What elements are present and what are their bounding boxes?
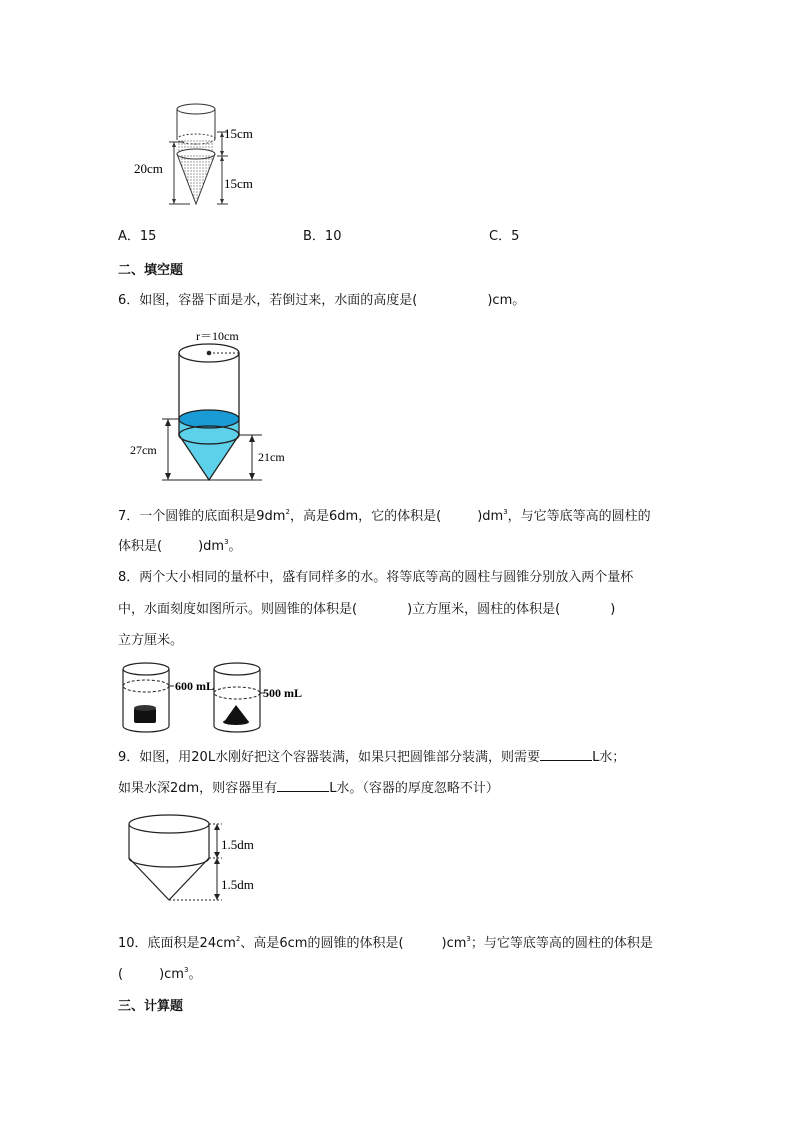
q7-text: 体积是( <box>118 539 163 554</box>
q9-text: 如果水深2dm，则容器里有 <box>118 781 278 796</box>
q9-line2 <box>118 779 499 798</box>
q9-text: L水。（容器的厚度忽略不计） <box>329 781 499 796</box>
q10-text: 。 <box>188 967 202 982</box>
q7-sup: 3 <box>503 508 508 516</box>
section-heading-fill-blank: 二、填空题 <box>118 263 184 278</box>
q9-figure <box>124 812 274 904</box>
q7-text: ，与它等底等高的圆柱的 <box>507 509 651 524</box>
q10-sup: 3 <box>466 935 471 943</box>
q10-text: )cm <box>159 967 184 982</box>
q9-text: L水； <box>592 750 626 765</box>
q7-sup: 2 <box>285 508 290 516</box>
q10-text: )cm <box>441 936 467 951</box>
q8-text: )立方厘米，圆柱的体积是( <box>407 602 561 617</box>
q7-text: 7．一个圆锥的底面积是9dm <box>118 509 286 524</box>
q8-left-label: 600 mL <box>175 679 214 693</box>
q8-line1: 8．两个大小相同的量杯中，盛有同样多的水。将等底等高的圆柱与圆锥分别放入两个量杯 <box>118 570 634 585</box>
q9-text: 9．如图，用20L水刚好把这个容器装满，如果只把圆锥部分装满，则需要 <box>118 750 541 765</box>
q5-top-label: 15cm <box>224 126 253 141</box>
q10-text: ；与它等底等高的圆柱的体积是 <box>470 936 653 951</box>
q10-sup: 3 <box>183 966 189 974</box>
q7-text: )dm <box>198 539 225 554</box>
q8-line3: 立方厘米。 <box>118 633 184 648</box>
q7-line1 <box>118 508 651 526</box>
q7-text: 。 <box>228 539 242 554</box>
q9-blank-1[interactable] <box>540 748 592 761</box>
q10-line2 <box>118 966 201 984</box>
q7-line2 <box>118 538 242 556</box>
q5-option-a[interactable]: A．15 <box>118 229 157 244</box>
q8-line2 <box>118 601 615 619</box>
q8-right-label: 500 mL <box>263 686 302 700</box>
q5-figure <box>130 98 270 213</box>
q9-upper-label: 1.5dm <box>221 837 254 852</box>
q8-text: 中，水面刻度如图所示。则圆锥的体积是( <box>118 602 358 617</box>
q10-text: 、高是6cm的圆锥的体积是( <box>240 936 404 951</box>
q9-lower-label: 1.5dm <box>221 877 254 892</box>
q10-text: 10．底面积是24cm <box>118 936 236 951</box>
q9-line1 <box>118 748 625 767</box>
q5-height-label: 20cm <box>134 161 163 176</box>
q6-figure <box>128 326 300 484</box>
q5-option-b[interactable]: B．10 <box>303 229 342 244</box>
q7-text: ，高是6dm，它的体积是( <box>289 509 442 524</box>
section-heading-calculation: 三、计算题 <box>118 999 184 1014</box>
q10-line1 <box>118 935 653 953</box>
q5-option-c[interactable]: C．5 <box>489 229 520 244</box>
q8-figure <box>118 660 318 736</box>
q6-suffix: )cm。 <box>487 293 526 308</box>
q10-text: ( <box>118 967 124 982</box>
q6-water-height-label: 27cm <box>130 443 157 457</box>
q6-prefix: 6．如图，容器下面是水，若倒过来，水面的高度是( <box>118 293 418 308</box>
q9-blank-2[interactable] <box>277 779 329 792</box>
q7-sup: 3 <box>224 538 229 546</box>
q6-text <box>118 292 525 310</box>
q10-sup: 2 <box>235 935 241 943</box>
q8-text: ) <box>610 602 616 617</box>
q7-text: )dm <box>477 509 504 524</box>
q6-cone-height-label: 21cm <box>258 450 285 464</box>
q6-radius-label: r＝10cm <box>196 329 239 343</box>
q5-bottom-label: 15cm <box>224 176 253 191</box>
